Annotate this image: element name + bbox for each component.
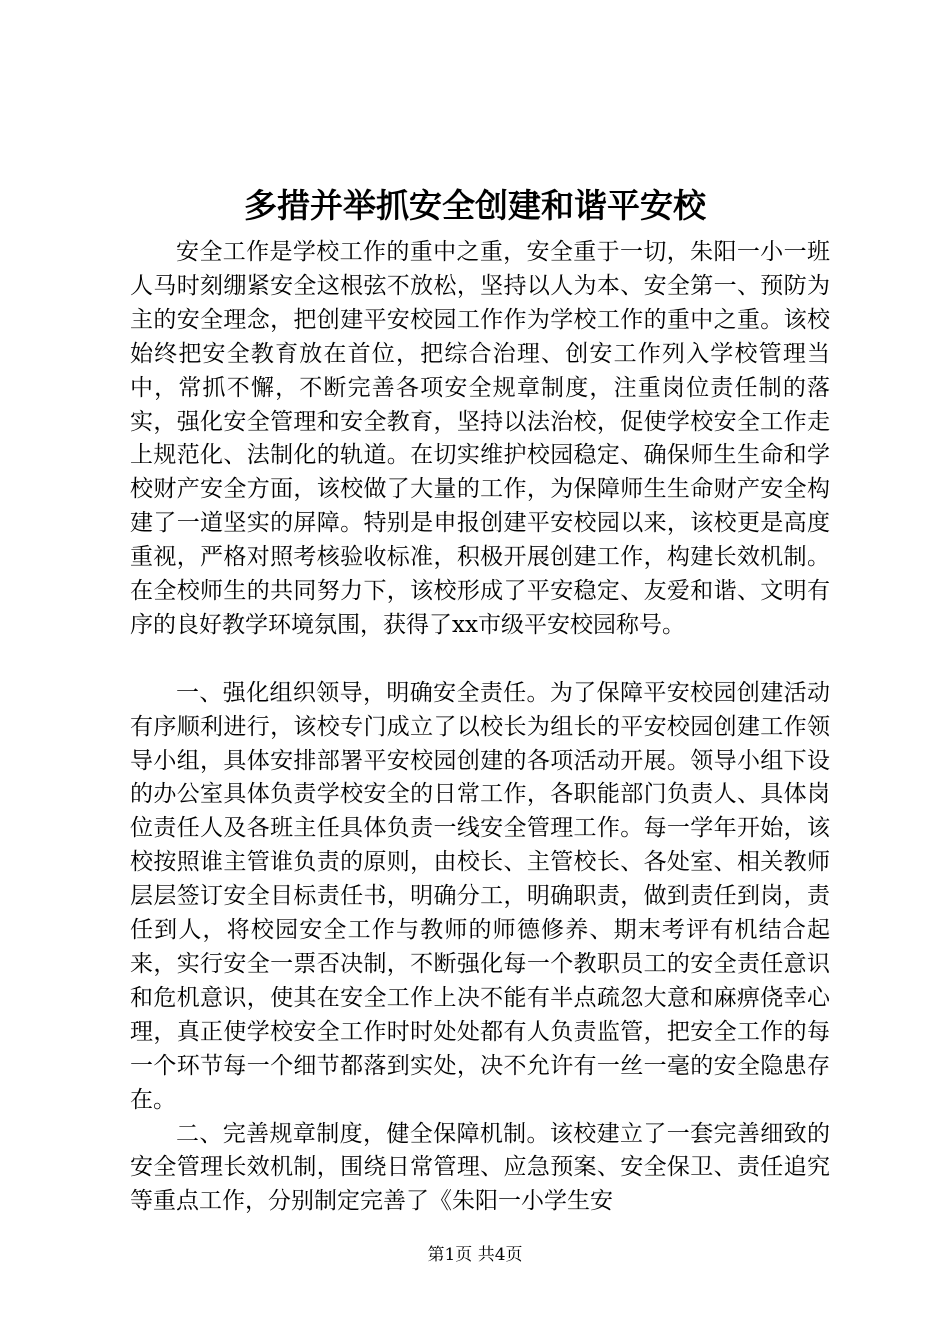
intro-paragraph: 安全工作是学校工作的重中之重，安全重于一切，朱阳一小一班人马时刻绷紧安全这根弦不放松，坚持以人为本、安全第一、预防为主的安全理念，把创建平安校园工作作为学校工作的重中之重。该校始终把安全教育放在首位，把综合治理、创安工作列入学校管理当中，常抓不懈，不断完善各项安全规章制度，注重岗位责任制的落实，强化安全管理和安全教育，坚持以法治校，促使学校安全工作走上规范化、法制化的轨道。在切实维护校园稳定、确保师生生命和学校财产安全方面，该校做了大量的工作，为保障师生生命财产安全构建了一道坚实的屏障。特别是申报创建平安校园以来，该校更是高度重视，严格对照考核验收标准，积极开展创建工作，构建长效机制。在全校师生的共同努力下，该校形成了平安稳定、友爱和谐、文明有序的良好教学环境氛围，获得了xx市级平安校园称号。 [130,239,830,638]
section-one-paragraph: 一、强化组织领导，明确安全责任。为了保障平安校园创建活动有序顺利进行，该校专门成立了以校长为组长的平安校园创建工作领导小组，具体安排部署平安校园创建的各项活动开展。领导小组下设的办公室具体负责学校安全的日常工作，各职能部门负责人、具体岗位责任人及各班主任具体负责一线安全管理工作。每一学年开始，该校按照谁主管谁负责的原则，由校长、主管校长、各处室、相关教师层层签订安全目标责任书，明确分工，明确职责，做到责任到岗，责任到人，将校园安全工作与教师的师德修养、期末考评有机结合起来，实行安全一票否决制，不断强化每一个教职员工的安全责任意识和危机意识，使其在安全工作上决不能有半点疏忽大意和麻痹侥幸心理，真正使学校安全工作时时处处都有人负责监管，把安全工作的每一个环节每一个细节都落到实处，决不允许有一丝一毫的安全隐患存在。 [130,679,830,1113]
section-two-paragraph: 二、完善规章制度，健全保障机制。该校建立了一套完善细致的安全管理长效机制，围绕日常管理、应急预案、安全保卫、责任追究等重点工作，分别制定完善了《朱阳一小学生安 [130,1120,830,1215]
document-body [130,236,830,1219]
page-number-footer: 第1页 共4页 [427,1245,523,1265]
document-title: 多措并举抓安全创建和谐平安校 [244,186,706,225]
